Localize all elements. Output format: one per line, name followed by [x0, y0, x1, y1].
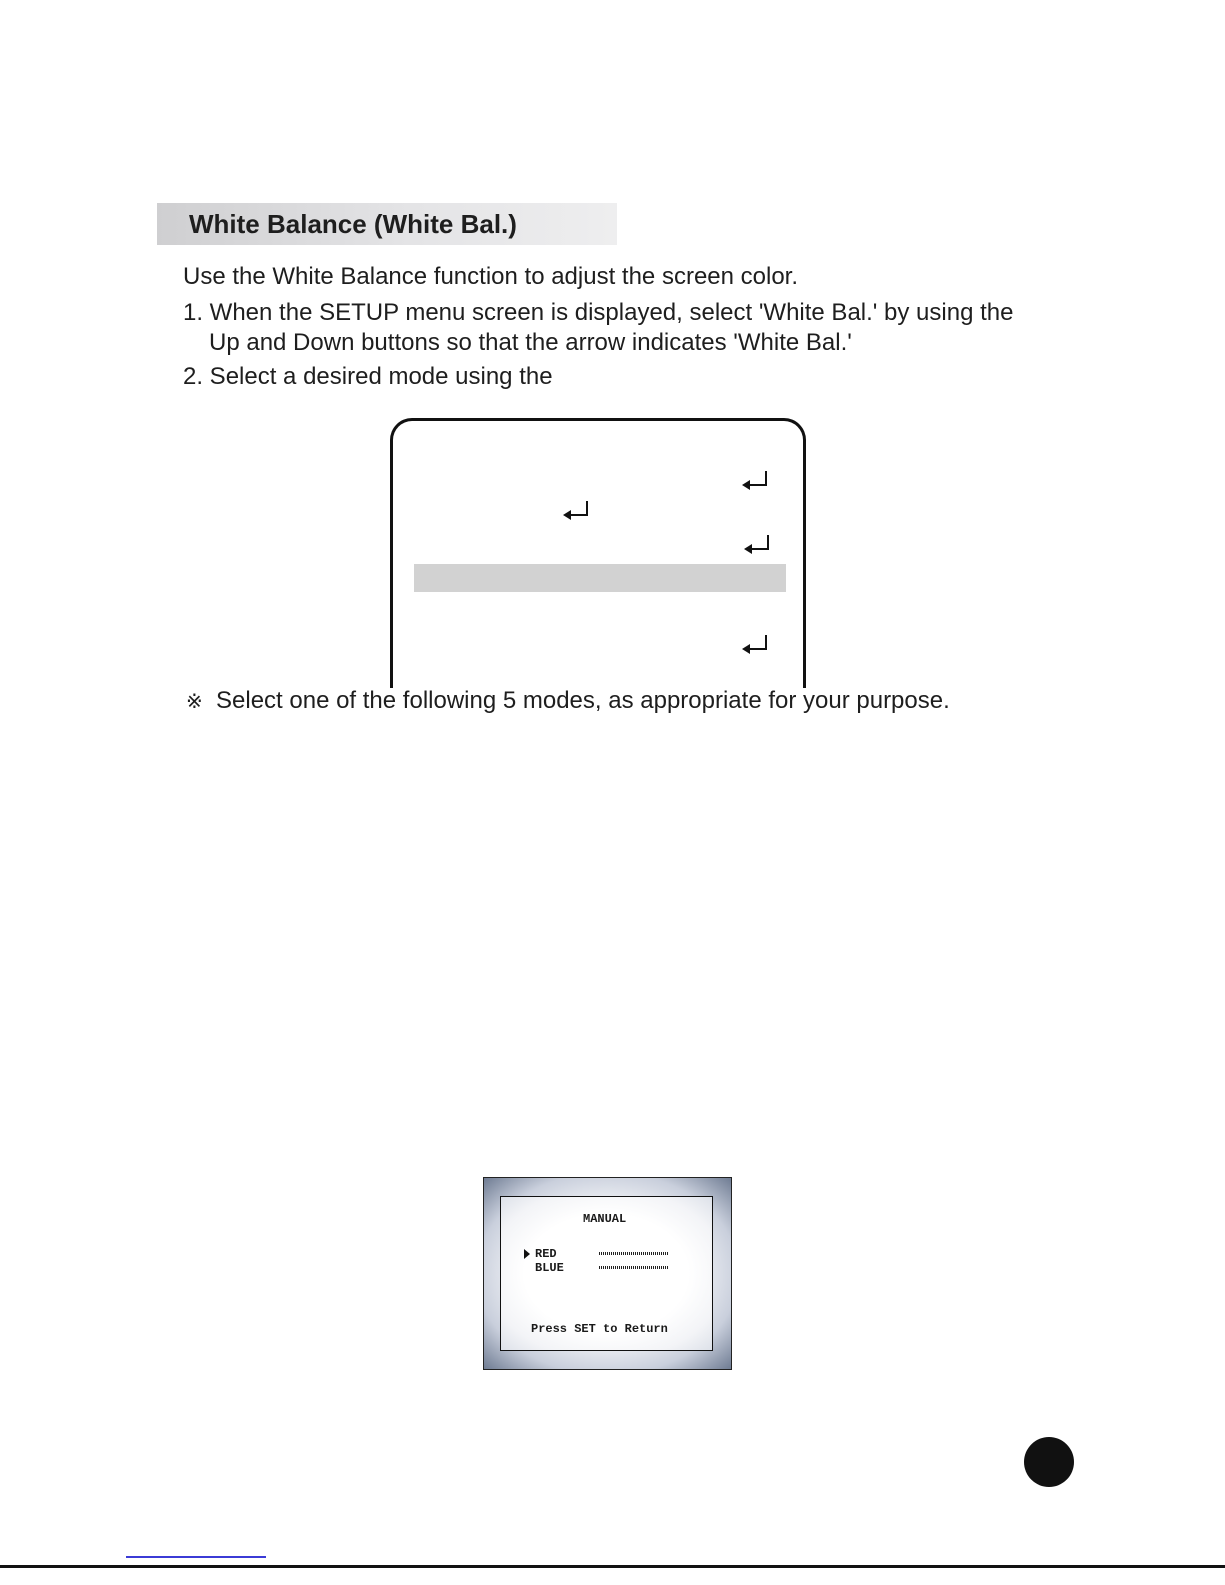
footer-link-underline: [126, 1556, 266, 1558]
menu-selected-row-highlight: [414, 564, 786, 592]
red-level-bar: [599, 1252, 669, 1255]
osd-footer: Press SET to Return: [531, 1322, 668, 1336]
osd-title: MANUAL: [583, 1212, 627, 1226]
step-1-line-2: Up and Down buttons so that the arrow indicates 'White Bal.': [209, 329, 852, 356]
mode-note-text: Select one of the following 5 modes, as appropriate for your purpose.: [216, 687, 950, 714]
section-title: White Balance (White Bal.): [189, 209, 517, 239]
blue-level-bar: [599, 1266, 669, 1269]
enter-icon: [563, 500, 589, 522]
osd-item-red: RED: [535, 1247, 557, 1261]
step-2-text: 2. Select a desired mode using the: [183, 363, 553, 390]
enter-icon: [744, 534, 770, 556]
mode-note: [186, 686, 950, 717]
page-number-badge: [1024, 1437, 1074, 1487]
step-1-line-1: 1. When the SETUP menu screen is displayed, select 'White Bal.' by using the: [183, 299, 1014, 326]
enter-icon: [742, 470, 768, 492]
footer-rule: [0, 1565, 1225, 1568]
intro-text: Use the White Balance function to adjust the screen color.: [183, 263, 799, 290]
enter-icon: [742, 634, 768, 656]
selection-arrow-icon: [524, 1249, 530, 1259]
reference-mark-icon: ※: [186, 691, 203, 713]
osd-item-blue: BLUE: [535, 1261, 564, 1275]
